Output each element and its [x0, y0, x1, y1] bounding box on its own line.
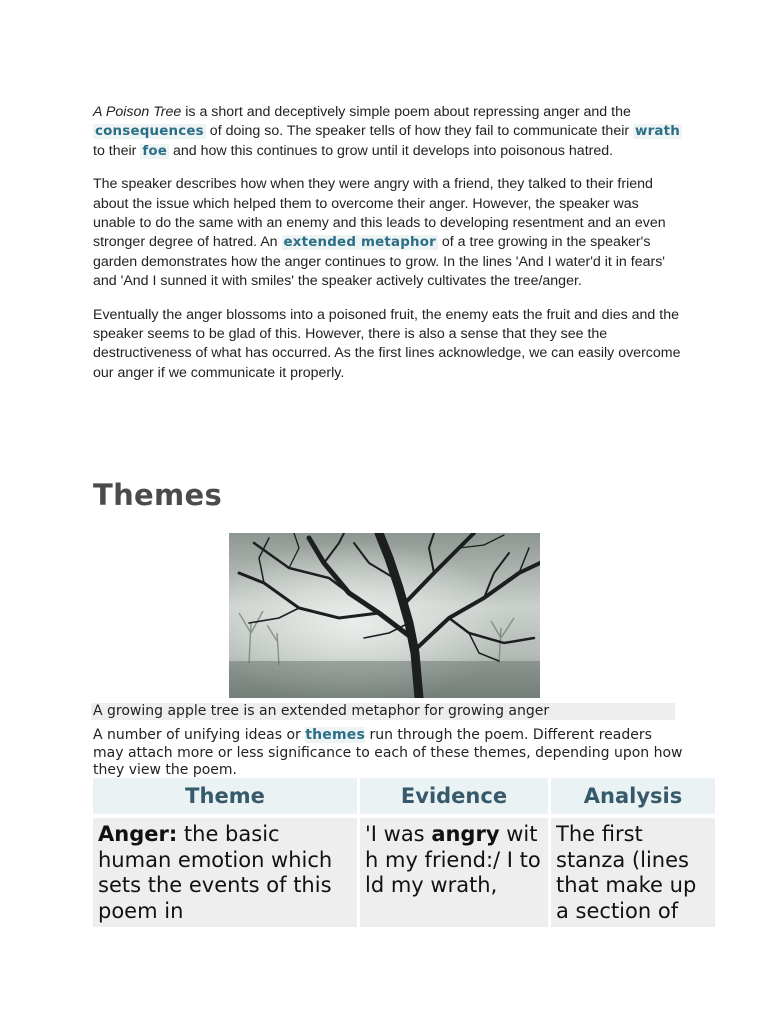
paragraph-intro: A Poison Tree is a short and deceptively simple poem about repressing anger and the consequences of doing so. The speaker tells of how they fail to communicate their wrath to their foe and how this continues to grow until it develops into poisonous hatred.	[93, 104, 680, 159]
image-caption: A growing apple tree is an extended metaphor for growing anger	[91, 703, 675, 720]
themes-table	[90, 778, 718, 927]
glossary-link-foe[interactable]: foe	[142, 143, 168, 159]
column-header-analysis: Analysis	[551, 778, 715, 818]
glossary-link-extended-metaphor[interactable]: extended metaphor	[283, 235, 436, 251]
bare-tree-image	[229, 533, 540, 698]
cell-theme: Anger: the basic human emotion which sets the events of this poem in	[93, 818, 357, 927]
cell-analysis: The first stanza (lines that make up a section of	[551, 818, 715, 927]
column-header-theme: Theme	[93, 778, 357, 818]
tree-photo	[229, 533, 540, 698]
column-header-evidence: Evidence	[360, 778, 548, 818]
paragraph-conclusion: Eventually the anger blossoms into a poisoned fruit, the enemy eats the fruit and dies and the speaker seems to be glad of this. However, there is also a sense that they see the destructiveness of what has occurred. As the first lines acknowledge, we can easily overcome our anger if we communicate it properly.	[93, 306, 681, 381]
article-body	[93, 103, 683, 397]
glossary-link-themes[interactable]: themes	[305, 727, 366, 743]
poem-title: A Poison Tree	[93, 104, 182, 120]
glossary-link-consequences[interactable]: consequences	[95, 124, 204, 140]
themes-intro: A number of unifying ideas or themes run through the poem. Different readers may attach more or less significance to each of these themes, depending upon how they view the poem.	[93, 727, 683, 778]
cell-evidence: 'I was angry with my friend:/ I told my wrath,	[360, 818, 548, 927]
paragraph-speaker: The speaker describes how when they were angry with a friend, they talked to their friend about the issue which helped them to overcome their anger. However, the speaker was unable to do the same with an enemy and this leads to developing resentment and an even stronger degree of hatred. An extended metaphor of a tree growing in the speaker's garden demonstrates how the anger continues to grow. In the lines 'And I water'd it in fears' and 'And I sunned it with smiles' the speaker actively cultivates the tree/anger.	[93, 176, 666, 290]
glossary-link-wrath[interactable]: wrath	[635, 124, 680, 140]
section-heading-themes: Themes	[93, 478, 223, 512]
table-row	[93, 818, 715, 927]
